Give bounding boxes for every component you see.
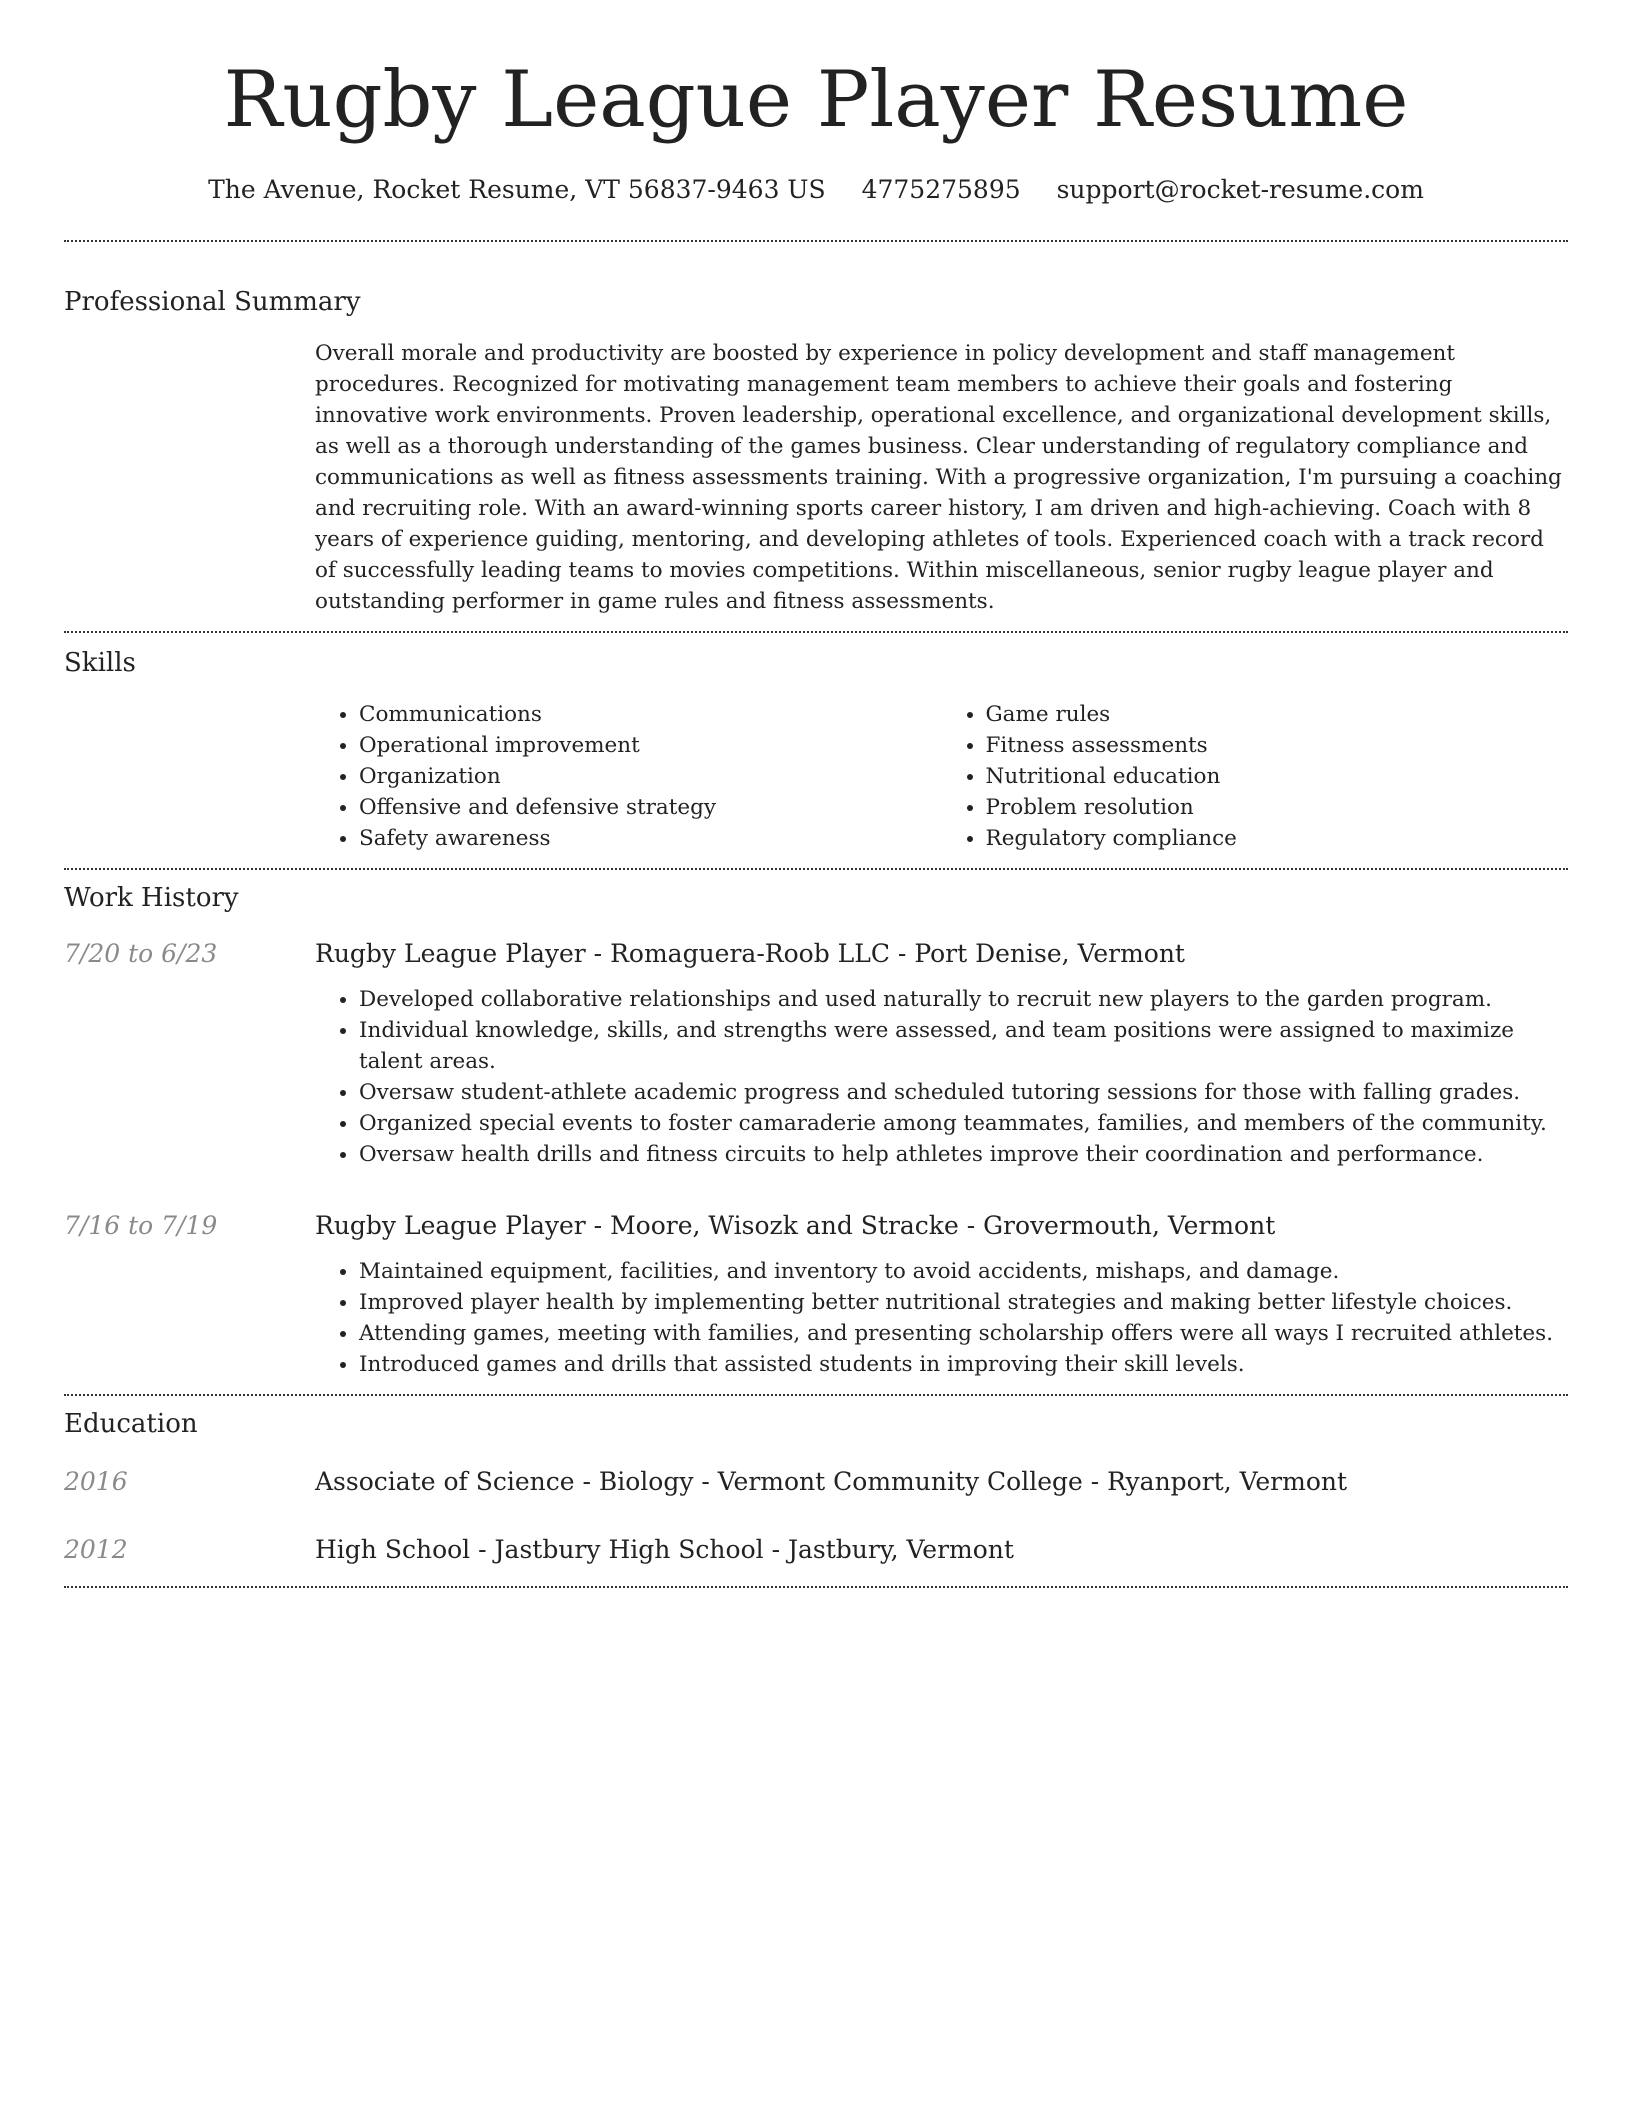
job-bullet: • Improved player health by implementing better nutritional strategies and making better lifestyle choices. <box>359 1287 1568 1318</box>
education-heading-line: Associate of Science - Biology - Vermont Community College - Ryanport, Vermont <box>315 1467 1348 1496</box>
job-bullet: • Introduced games and drills that assisted students in improving their skill levels. <box>359 1349 1568 1380</box>
contact-email: support@rocket-resume.com <box>1056 175 1424 204</box>
skill-item: • Game rules <box>986 699 1569 730</box>
skill-item: • Nutritional education <box>986 761 1569 792</box>
summary-section <box>64 284 1568 617</box>
job-dates: 7/20 to 6/23 <box>64 939 218 968</box>
job-dates: 7/16 to 7/19 <box>64 1211 218 1240</box>
summary-text: Overall morale and productivity are boosted by experience in policy development and staff management procedures. Recognized for motivating management team members to achieve their goals and fostering innovative work environments. Proven leadership, operational excellence, and organizational development skills, as well as a thorough understanding of the games business. Clear understanding of regulatory compliance and communications as well as fitness assessments training. With a progressive organization, I'm pursuing a coaching and recruiting role. With an award-winning sports career history, I am driven and high-achieving. Coach with 8 years of experience guiding, mentoring, and developing athletes of tools. Experienced coach with a track record of successfully leading teams to movies competitions. Within miscellaneous, senior rugby league player and outstanding performer in game rules and fitness assessments. <box>315 341 1562 614</box>
education-heading-line: High School - Jastbury High School - Jastbury, Vermont <box>315 1535 1014 1564</box>
job-bullet: • Oversaw student-athlete academic progress and scheduled tutoring sessions for those with falling grades. <box>359 1077 1568 1108</box>
education-entry <box>64 1464 1568 1500</box>
job-bullet: • Attending games, meeting with families, and presenting scholarship offers were all ways I recruited athletes. <box>359 1318 1568 1349</box>
skill-item: • Fitness assessments <box>986 730 1569 761</box>
skill-item: • Communications <box>359 699 942 730</box>
education-year: 2012 <box>64 1535 128 1564</box>
job-bullet: • Individual knowledge, skills, and strengths were assessed, and team positions were assigned to maximize talent areas. <box>359 1015 1568 1077</box>
work-heading: Work History <box>64 883 239 913</box>
skill-item: • Offensive and defensive strategy <box>359 792 942 823</box>
job-heading: Rugby League Player - Moore, Wisozk and Stracke - Grovermouth, Vermont <box>315 1211 1276 1240</box>
job-bullets <box>315 984 1568 1170</box>
contact-line <box>64 172 1568 208</box>
job-entry <box>64 1208 1568 1380</box>
section-divider <box>64 1586 1568 1588</box>
education-section <box>64 1406 1568 1568</box>
contact-phone: 4775275895 <box>861 175 1021 204</box>
skill-item: • Organization <box>359 761 942 792</box>
job-bullet: • Oversaw health drills and fitness circuits to help athletes improve their coordination and performance. <box>359 1139 1568 1170</box>
job-bullet: • Organized special events to foster camaraderie among teammates, families, and members of the community. <box>359 1108 1568 1139</box>
skills-section <box>64 645 1568 854</box>
section-divider <box>64 631 1568 633</box>
job-bullet: • Developed collaborative relationships and used naturally to recruit new players to the garden program. <box>359 984 1568 1015</box>
education-year: 2016 <box>64 1467 128 1496</box>
summary-heading: Professional Summary <box>64 287 361 317</box>
skills-heading: Skills <box>64 648 136 678</box>
job-heading: Rugby League Player - Romaguera-Roob LLC - Port Denise, Vermont <box>315 939 1185 968</box>
section-divider <box>64 1394 1568 1396</box>
skill-item: • Problem resolution <box>986 792 1569 823</box>
section-divider <box>64 240 1568 242</box>
resume-title: Rugby League Player Resume <box>223 55 1409 145</box>
education-entry <box>64 1532 1568 1568</box>
contact-address: The Avenue, Rocket Resume, VT 56837-9463 US <box>208 175 826 204</box>
skills-list-right <box>942 699 1569 854</box>
skill-item: • Operational improvement <box>359 730 942 761</box>
skill-item: • Safety awareness <box>359 823 942 854</box>
skills-list-left <box>315 699 942 854</box>
work-section <box>64 880 1568 1380</box>
job-bullet: • Maintained equipment, facilities, and inventory to avoid accidents, mishaps, and damage. <box>359 1256 1568 1287</box>
skill-item: • Regulatory compliance <box>986 823 1569 854</box>
education-heading: Education <box>64 1409 198 1439</box>
section-divider <box>64 868 1568 870</box>
job-bullets <box>315 1256 1568 1380</box>
job-entry <box>64 936 1568 1170</box>
